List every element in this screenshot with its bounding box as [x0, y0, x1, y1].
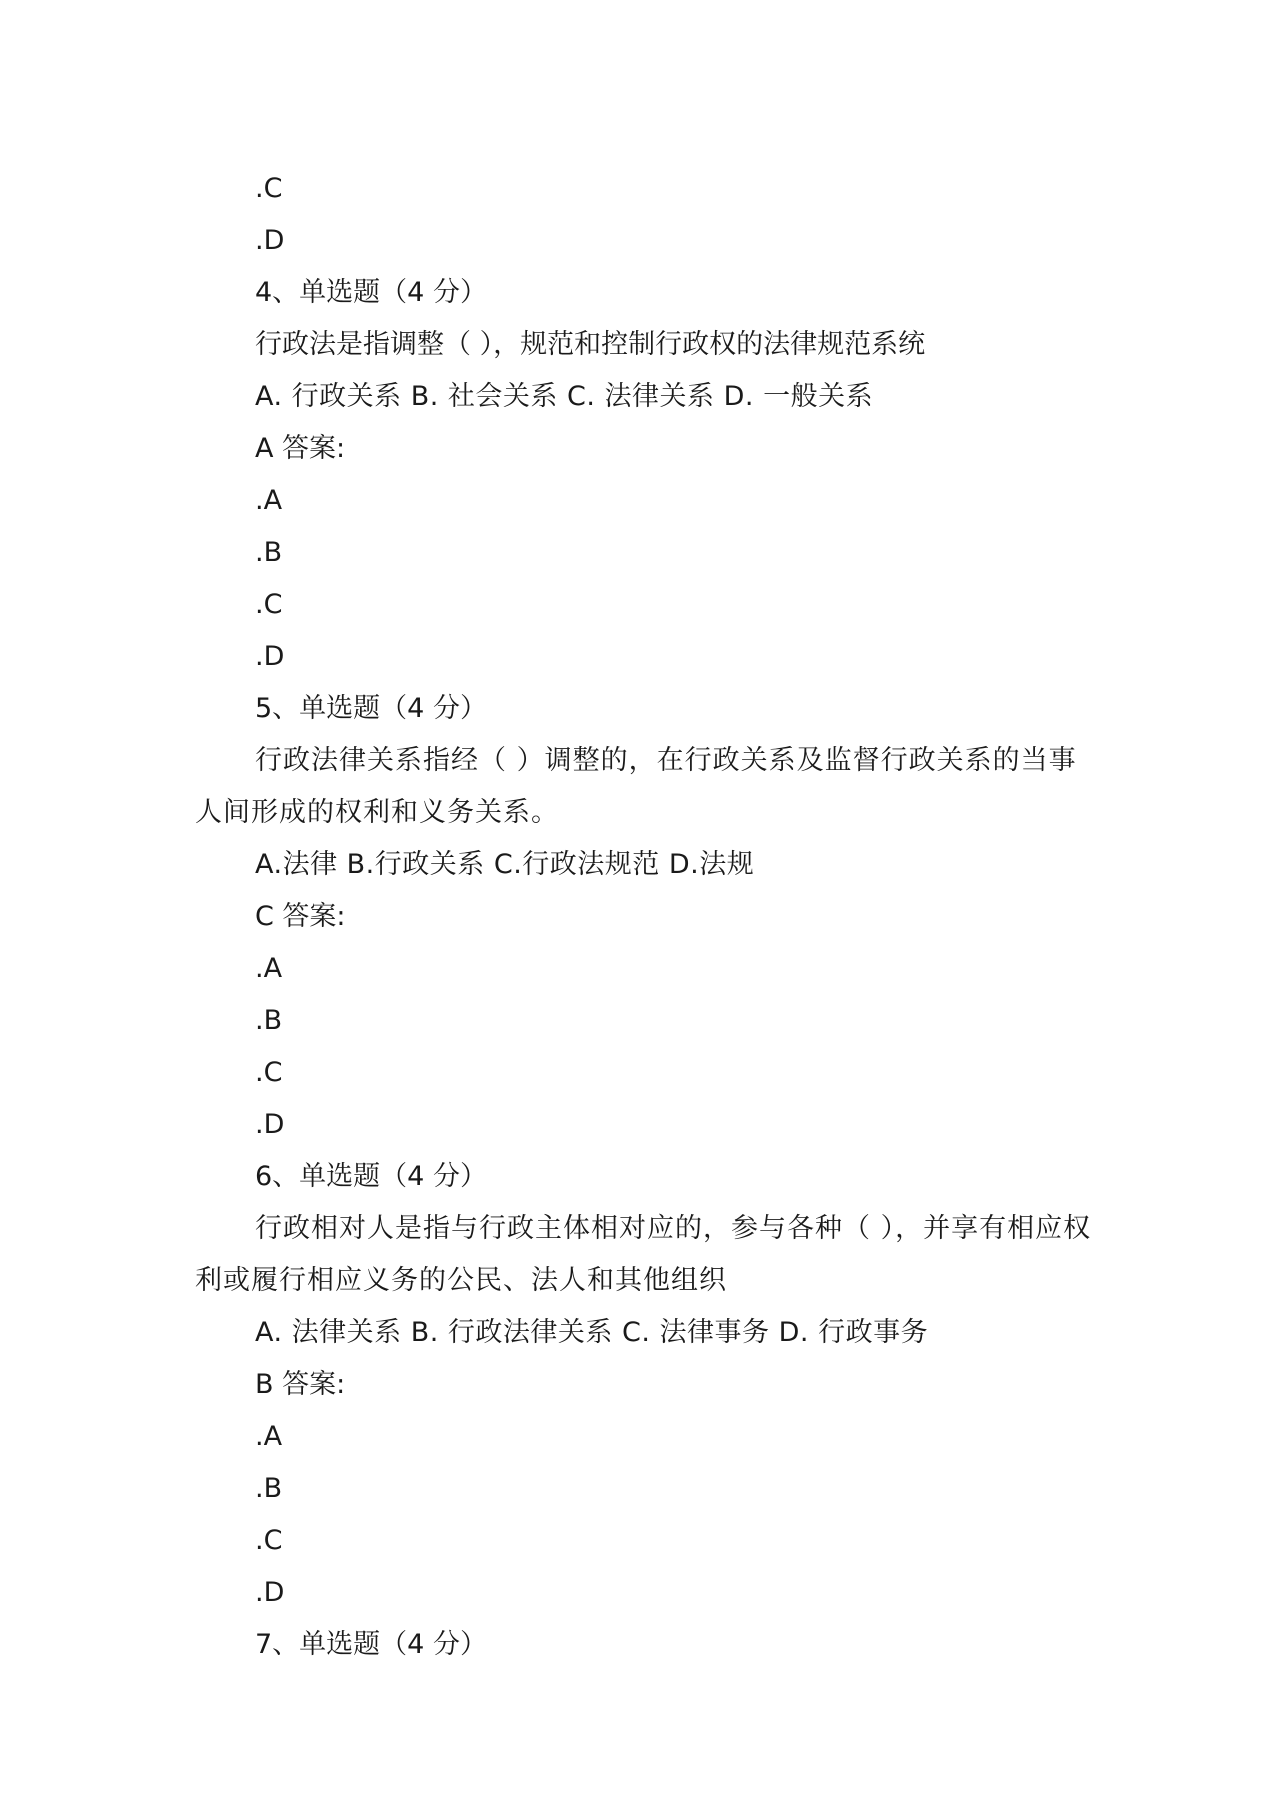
question-6-stem: 行政相对人是指与行政主体相对应的，参与各种（ ），并享有相应权利或履行相应义务的公民、法人和其他组织 — [195, 1213, 1092, 1296]
question-5-options: A.法律 B.行政关系 C.行政法规范 D.法规 — [255, 849, 755, 880]
question-6-answer: B 答案: — [255, 1369, 346, 1400]
option-a-marker: .A — [255, 953, 283, 984]
question-4-options: A. 行政关系 B. 社会关系 C. 法律关系 D. 一般关系 — [255, 381, 874, 412]
question-4-answer: A 答案: — [255, 433, 346, 464]
option-c-marker: .C — [255, 1525, 283, 1556]
option-b-marker: .B — [255, 1005, 283, 1036]
question-4-stem: 行政法是指调整（ ），规范和控制行政权的法律规范系统 — [255, 329, 926, 360]
option-a-marker: .A — [255, 485, 283, 516]
document-body — [195, 163, 1095, 1671]
option-c-marker: .C — [255, 173, 283, 204]
option-d-marker: .D — [255, 1109, 285, 1140]
option-c-marker: .C — [255, 1057, 283, 1088]
question-5-header: 5、单选题（4 分） — [255, 693, 487, 724]
question-4-header: 4、单选题（4 分） — [255, 277, 487, 308]
option-b-marker: .B — [255, 537, 283, 568]
question-6-options: A. 法律关系 B. 行政法律关系 C. 法律事务 D. 行政事务 — [255, 1317, 929, 1348]
option-b-marker: .B — [255, 1473, 283, 1504]
option-d-marker: .D — [255, 1577, 285, 1608]
question-7-header: 7、单选题（4 分） — [255, 1629, 487, 1660]
option-c-marker: .C — [255, 589, 283, 620]
option-a-marker: .A — [255, 1421, 283, 1452]
option-d-marker: .D — [255, 225, 285, 256]
question-6-header: 6、单选题（4 分） — [255, 1161, 487, 1192]
question-5-stem: 行政法律关系指经（ ）调整的，在行政关系及监督行政关系的当事人间形成的权利和义务关系。 — [195, 745, 1077, 828]
option-d-marker: .D — [255, 641, 285, 672]
question-5-answer: C 答案: — [255, 901, 346, 932]
